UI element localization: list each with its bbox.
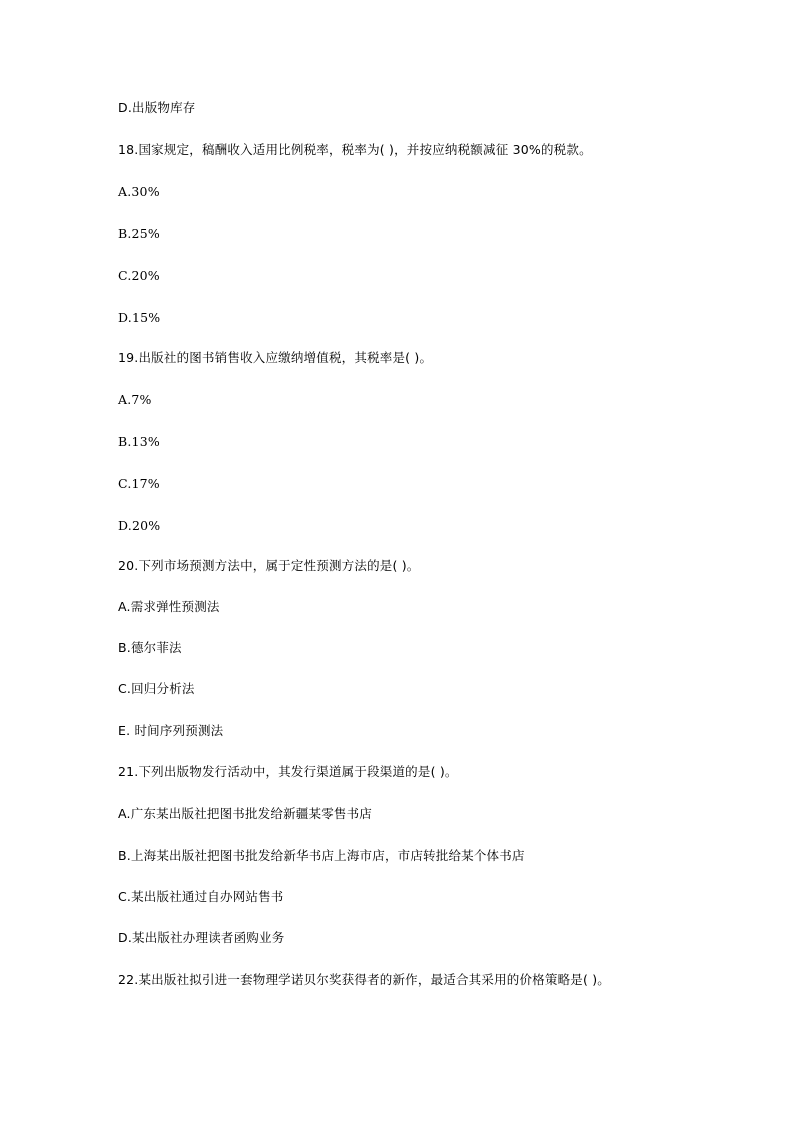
option-20-b: B.德尔菲法 xyxy=(118,640,182,655)
option-18-b: B.25% xyxy=(118,226,160,241)
question-20: 20.下列市场预测方法中，属于定性预测方法的是( )。 xyxy=(118,558,420,573)
option-21-a: A.广东某出版社把图书批发给新疆某零售书店 xyxy=(118,806,373,821)
option-21-c: C.某出版社通过自办网站售书 xyxy=(118,889,284,904)
option-19-a: A.7% xyxy=(118,392,152,407)
option-20-a: A.需求弹性预测法 xyxy=(118,599,220,614)
option-18-c: C.20% xyxy=(118,268,160,283)
question-21: 21.下列出版物发行活动中，其发行渠道属于段渠道的是( )。 xyxy=(118,764,458,779)
option-18-a: A.30% xyxy=(118,184,160,199)
option-18-d: D.15% xyxy=(118,310,161,325)
question-19: 19.出版社的图书销售收入应缴纳增值税，其税率是( )。 xyxy=(118,350,433,365)
option-20-e: E. 时间序列预测法 xyxy=(118,723,224,738)
option-19-d: D.20% xyxy=(118,518,161,533)
option-21-b: B.上海某出版社把图书批发给新华书店上海市店，市店转批给某个体书店 xyxy=(118,848,525,863)
option-17-d: D.出版物库存 xyxy=(118,100,196,115)
option-19-b: B.13% xyxy=(118,434,160,449)
option-19-c: C.17% xyxy=(118,476,160,491)
option-21-d: D.某出版社办理读者函购业务 xyxy=(118,930,285,945)
question-22: 22.某出版社拟引进一套物理学诺贝尔奖获得者的新作，最适合其采用的价格策略是( )。 xyxy=(118,972,611,987)
option-20-c: C.回归分析法 xyxy=(118,681,195,696)
question-18: 18.国家规定，稿酬收入适用比例税率，税率为( )，并按应纳税额减征 30%的税款。 xyxy=(118,142,592,157)
